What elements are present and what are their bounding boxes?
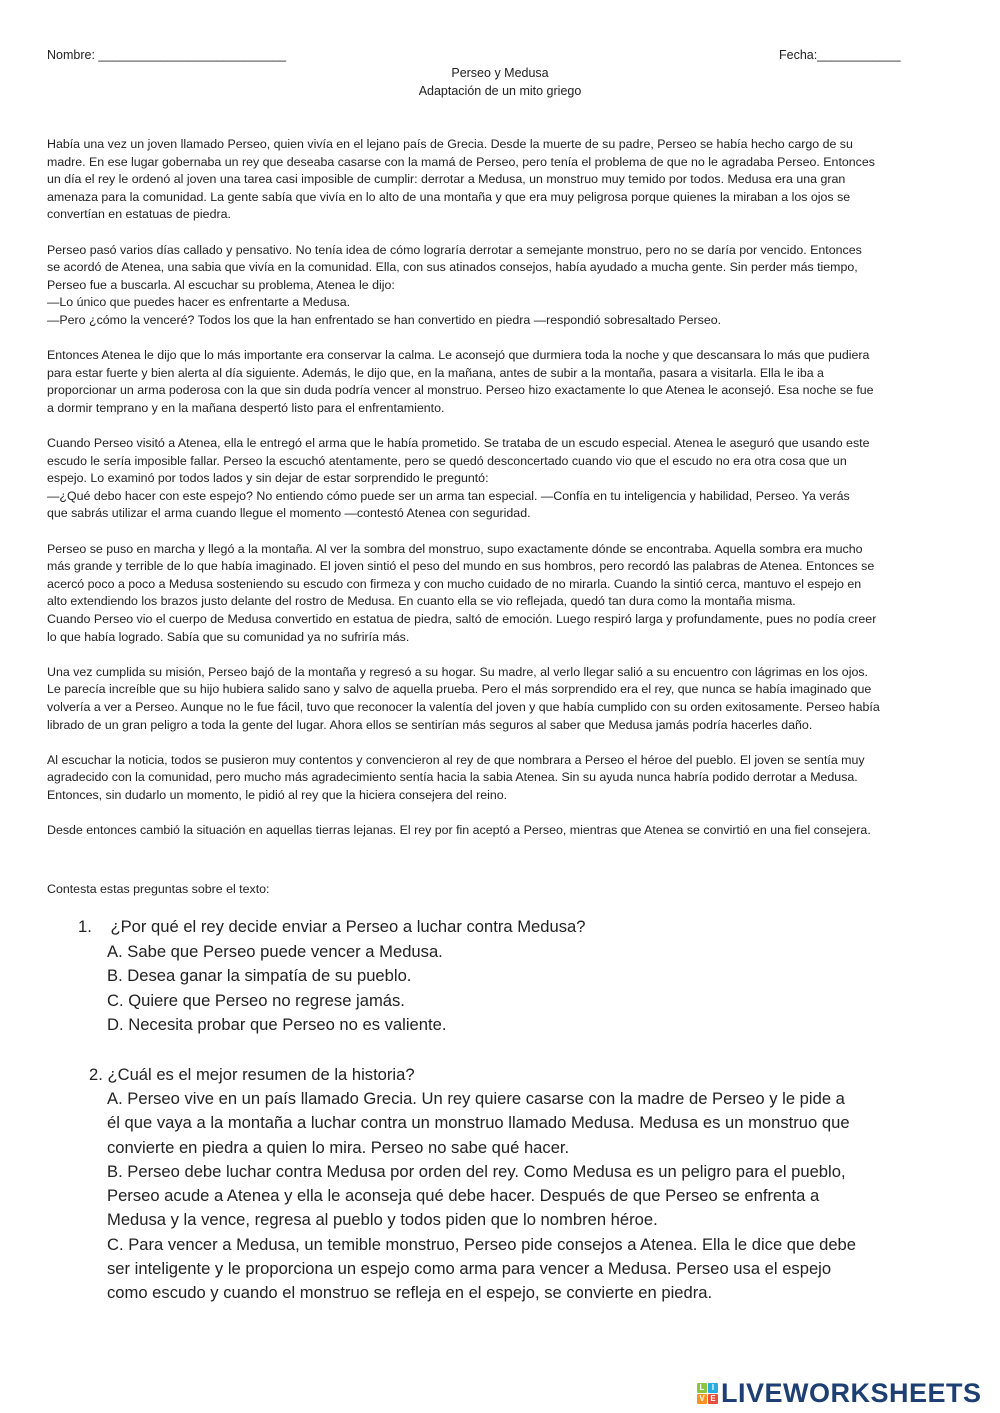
story-line: convertían en estatuas de piedra. bbox=[47, 207, 231, 222]
story-paragraph bbox=[47, 752, 957, 805]
story-line: —Pero ¿cómo la venceré? Todos los que la han enfrentado se han convertido en piedra —respondió sobresaltado Perseo. bbox=[47, 312, 722, 327]
logo-cube: V bbox=[697, 1394, 707, 1404]
question-2-option-line: él que vaya a la montaña a luchar contra un monstruo llamado Medusa. Medusa es un monstruo que bbox=[107, 1113, 850, 1133]
story-paragraph bbox=[47, 664, 957, 734]
logo-cube: I bbox=[708, 1383, 718, 1393]
question-2-options bbox=[107, 1087, 856, 1306]
story-paragraph bbox=[47, 541, 957, 647]
story-line: escudo le sería imposible fallar. Perseo la escuchó atentamente, pero se quedó desconcertado cuando vio que el escudo no era otra cosa que un bbox=[47, 453, 847, 468]
story-line: madre. En ese lugar gobernaba un rey que deseaba casarse con la mamá de Perseo, pero tenía el problema de que no le agradaba Perseo. Entonces bbox=[47, 154, 875, 169]
story-line: —Lo único que puedes hacer es enfrentarte a Medusa. bbox=[47, 295, 351, 310]
story-line: Cuando Perseo vio el cuerpo de Medusa convertido en estatua de piedra, saltó de emoción. Luego respiró larga y profundamente, pues no podía creer bbox=[47, 612, 877, 627]
logo-text: LIVEWORKSHEETS bbox=[721, 1378, 982, 1408]
story-line: volvería a ver a Perseo. Aunque no le fue fácil, tuvo que reconocer la valentía del joven y que había cumplido con su orden exitosamente. Perseo había bbox=[47, 700, 880, 714]
question-2-option-line: Perseo acude a Atenea y ella le aconseja qué debe hacer. Después de que Perseo se enfrenta a bbox=[107, 1186, 820, 1206]
question-2-option-line: A. Perseo vive en un país llamado Grecia. Un rey quiere casarse con la madre de Perseo y le pide a bbox=[107, 1089, 845, 1108]
document-title: Perseo y Medusa bbox=[451, 66, 549, 80]
story-line: Perseo pasó varios días callado y pensativo. No tenía idea de cómo lograría derrotar a semejante monstruo, pero no se daría por vencido. Entonces bbox=[47, 242, 862, 257]
question-2-option-line: Medusa y la vence, regresa al pueblo y todos piden que lo nombren héroe. bbox=[107, 1210, 658, 1230]
question-2-option-line: C. Para vencer a Medusa, un temible monstruo, Perseo pide consejos a Atenea. Ella le dice que debe bbox=[107, 1234, 857, 1254]
story-paragraph bbox=[47, 347, 957, 417]
story-line: a dormir temprano y en la mañana despertó listo para el enfrentamiento. bbox=[47, 400, 445, 415]
story-line: Al escuchar la noticia, todos se pusieron muy contentos y convencieron al rey de que nombrara a Perseo el héroe del pueblo. El joven se sentía muy bbox=[47, 752, 865, 767]
story-line: un día el rey le ordenó al joven una tarea casi imposible de cumplir: derrotar a Medusa, un monstruo muy temido por todos. Medusa era una gran bbox=[47, 172, 846, 187]
option-d[interactable]: D. Necesita probar que Perseo no es valiente. bbox=[107, 1014, 447, 1034]
story-line: espejo. Lo examinó por todos lados y sin dejar de estar sorprendido le preguntó: bbox=[47, 471, 489, 486]
questions-prompt: Contesta estas preguntas sobre el texto: bbox=[47, 882, 270, 896]
name-field-label: Nombre: ___________________________ bbox=[47, 48, 287, 62]
option-b[interactable]: B. Desea ganar la simpatía de su pueblo. bbox=[107, 966, 412, 986]
story-line: para estar fuerte y bien alerta al día siguiente. Además, le dijo que, en la mañana, antes de subir a la montaña, pasara a visitarla. Ella le iba a bbox=[47, 365, 824, 380]
story-line: alto extendiendo los brazos justo delante del rostro de Medusa. En cuanto ella se vio reflejada, quedó tan dura como la montaña misma. bbox=[47, 594, 796, 609]
story-line: —¿Qué debo hacer con este espejo? No entiendo cómo puede ser un arma tan especial. —Confía en tu inteligencia y habilidad, Perseo. Ya verás bbox=[47, 488, 850, 503]
story-line: Cuando Perseo visitó a Atenea, ella le entregó el arma que le había prometido. Se trataba de un escudo especial. Atenea le aseguró que usando este bbox=[47, 436, 870, 451]
question-2-title: 2. ¿Cuál es el mejor resumen de la historia? bbox=[89, 1065, 415, 1084]
question-number: 1. bbox=[78, 917, 92, 936]
question-2-option-line: convierte en piedra a quien lo mira. Perseo no sabe qué hacer. bbox=[107, 1137, 570, 1157]
story-paragraph bbox=[47, 242, 957, 330]
question-2-option-line: como escudo y cuando el monstruo se refleja en el espejo, se convierte en piedra. bbox=[107, 1283, 713, 1303]
document-subtitle: Adaptación de un mito griego bbox=[418, 84, 582, 98]
option-c[interactable]: C. Quiere que Perseo no regrese jamás. bbox=[107, 990, 405, 1010]
story-line: amenaza para la comunidad. La gente sabía que vivía en lo alto de una montaña y que era muy peligrosa porque quienes la miraban a los ojos se bbox=[47, 189, 851, 204]
question-2-option-line: B. Perseo debe luchar contra Medusa por orden del rey. Como Medusa es un peligro para el pueblo, bbox=[107, 1161, 846, 1181]
story-line: Perseo se puso en marcha y llegó a la montaña. Al ver la sombra del monstruo, supo exactamente dónde se encontraba. Aquella sombra era mucho bbox=[47, 541, 863, 556]
date-field-label: Fecha:____________ bbox=[779, 48, 901, 62]
story-line: Entonces Atenea le dijo que lo más importante era conservar la calma. Le aconsejó que durmiera toda la noche y que descansara lo más que pudiera bbox=[47, 348, 870, 363]
story-paragraph bbox=[47, 435, 957, 523]
liveworksheets-logo bbox=[697, 1378, 982, 1409]
story-line: agradecido con la comunidad, pero mucho más agradecimiento sentía hacia la sabia Atenea. Sin su ayuda nunca habría podido derrotar a Medusa. bbox=[47, 770, 858, 785]
story-line: Le parecía increíble que su hijo hubiera salido sano y salvo de aquella prueba. Pero el más sorprendido era el rey, que nunca se había imaginado que bbox=[47, 682, 872, 697]
logo-cube: E bbox=[708, 1394, 718, 1404]
option-a[interactable]: A. Sabe que Perseo puede vencer a Medusa. bbox=[107, 942, 443, 961]
story-line: librado de un gran peligro a toda la gente del lugar. Ahora ellos se sentirían más seguros al saber que Medusa jamás podría hacerles daño. bbox=[47, 717, 813, 732]
logo-cube: L bbox=[697, 1383, 707, 1393]
logo-cubes-icon bbox=[697, 1383, 718, 1404]
question-2-option-line: ser inteligente y le proporciona un espejo como arma para vencer a Medusa. Perseo usa el espejo bbox=[107, 1259, 832, 1279]
story-paragraph bbox=[47, 136, 957, 224]
story-text bbox=[47, 136, 957, 857]
story-line: lo que había logrado. Sabía que su comunidad ya no sufriría más. bbox=[47, 629, 410, 644]
story-line: más grande y terrible de lo que había imaginado. El joven sintió el peso del mundo en sus hombros, pero recordó las palabras de Atenea. Entonces se bbox=[47, 559, 875, 574]
question-1 bbox=[78, 915, 586, 939]
question-text: ¿Por qué el rey decide enviar a Perseo a luchar contra Medusa? bbox=[110, 917, 586, 936]
story-line: que sabrás utilizar el arma cuando llegue el momento —contestó Atenea con seguridad. bbox=[47, 506, 531, 521]
story-line: se acordó de Atenea, una sabia que vivía en la comunidad. Ella, con sus atinados consejos, había ayudado a mucha gente. Sin perder más tiempo, bbox=[47, 260, 858, 275]
story-paragraph bbox=[47, 822, 957, 840]
story-line: Desde entonces cambió la situación en aquellas tierras lejanas. El rey por fin aceptó a Perseo, mientras que Atenea se convirtió en una fiel consejera. bbox=[47, 823, 871, 838]
story-line: Había una vez un joven llamado Perseo, quien vivía en el lejano país de Grecia. Desde la muerte de su padre, Perseo se había hecho cargo de su bbox=[47, 137, 853, 151]
story-line: Entonces, sin dudarlo un momento, le pidió al rey que la hiciera consejera del reino. bbox=[47, 787, 508, 802]
story-line: Perseo fue a buscarla. Al escuchar su problema, Atenea le dijo: bbox=[47, 277, 395, 292]
story-line: Una vez cumplida su misión, Perseo bajó de la montaña y regresó a su hogar. Su madre, al verlo llegar salió a su encuentro con lágrimas en los ojos. bbox=[47, 664, 868, 679]
question-1-options bbox=[107, 940, 446, 1037]
story-line: acercó poco a poco a Medusa sosteniendo su escudo con firmeza y con mucho cuidado de no mirarla. Cuando la sintió cerca, mantuvo el espejo en bbox=[47, 576, 862, 591]
story-line: proporcionar un arma poderosa con la que sin duda podría vencer al monstruo. Perseo hizo exactamente lo que Atenea le aconsejó. Esa noche se fue bbox=[47, 383, 874, 398]
